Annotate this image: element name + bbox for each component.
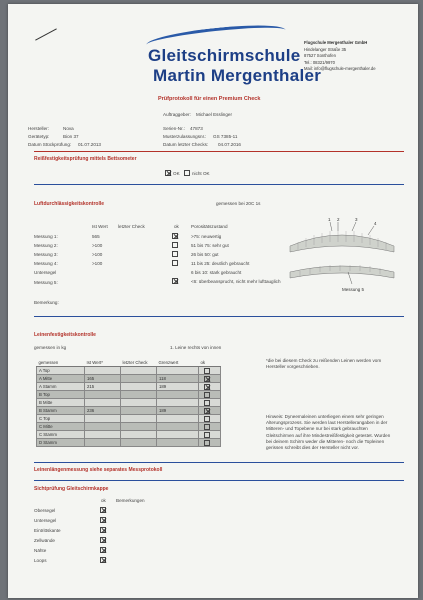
company-address: [304, 40, 376, 73]
messung-label: Messung 1:: [34, 234, 58, 239]
divider: [34, 151, 404, 152]
leinen-table: [36, 359, 221, 447]
line-name: C Stamm: [37, 431, 85, 439]
diagram-number: 3: [355, 217, 358, 222]
nicht-ok-label: nicht OK: [192, 171, 210, 176]
table-row: [37, 423, 221, 431]
line-name: C Mitte: [37, 423, 85, 431]
geraetetyp-label: Gerätetyp:: [28, 134, 50, 139]
ok-checkbox[interactable]: [172, 278, 178, 284]
logo-line-1: Gleitschirmschule: [148, 46, 301, 65]
leinen-unit-note: gemessen in kg: [34, 345, 67, 350]
ok-checkbox[interactable]: [204, 416, 210, 422]
messung-label: Messung 2:: [34, 243, 58, 248]
porosity-item: >75: neuwertig: [191, 234, 222, 239]
messung-value: >100: [92, 243, 103, 248]
leinen-note-2: Hinweis: Dyneemaleinen unterliegen einem sehr geringen Alterungsprozess. Sie werden laut Herstellerangaben in der Mitteren- und Topebene nur bei stark gebrauchten Gleitschirmen auf ihre Mindestreißfestigkeit getestet. Wurden bei deinem Schirm weder die Mitteren- noch die Topleinen gerissen schreibt dies der Hersteller nicht vor.: [266, 414, 391, 451]
ist-value: [85, 431, 121, 439]
sicht-item: Nähte: [34, 548, 47, 553]
header-cell: ok: [199, 359, 221, 367]
ok-checkbox[interactable]: [204, 432, 210, 438]
line-name: C Top: [37, 415, 85, 423]
reissfest-title: Reißfestigkeitsprüfung mittels Bettsometer: [34, 156, 137, 162]
divider: [34, 480, 404, 481]
grenz-value: [157, 423, 199, 431]
table-row: [37, 383, 221, 391]
porosity-item: 26 bis 50: gut: [191, 252, 219, 257]
hersteller-value: Nova: [63, 126, 74, 131]
page-title: Prüfprotokoll für einen Premium Check: [158, 96, 261, 102]
messung-label: Messung 4:: [34, 261, 58, 266]
bemerkung-label: Bemerkung:: [34, 300, 59, 305]
diagram-number: 2: [337, 217, 340, 222]
col-letzter: letzter Check: [118, 224, 145, 229]
datum-stueck-label: Datum Stückprüfung:: [28, 142, 72, 147]
grenz-value: [157, 399, 199, 407]
datum-check-label: Datum letzter Checks:: [163, 142, 209, 147]
ist-value: 165: [85, 375, 121, 383]
sicht-item: Zellwände: [34, 538, 55, 543]
ok-checkbox[interactable]: [204, 376, 210, 382]
ok-checkbox[interactable]: [100, 517, 106, 523]
line-name: A Top: [37, 367, 85, 375]
header-cell: Ist Wert*: [85, 359, 121, 367]
grenz-value: 118: [157, 375, 199, 383]
leinen-title: Leinenfestigkeitskontrolle: [34, 332, 96, 338]
geraetetyp-value: Bion 37: [63, 134, 79, 139]
grenz-value: [157, 431, 199, 439]
address-line: Tel.: 08321/9970: [304, 59, 335, 65]
messung-label: Messung 5:: [34, 280, 58, 285]
ok-checkbox[interactable]: [165, 170, 171, 176]
hersteller-label: Hersteller:: [28, 126, 49, 131]
messung-value: 565: [92, 234, 100, 239]
porosity-item: 11 bis 25: deutlich gebraucht: [191, 261, 250, 266]
header-cell: Grenzwert: [157, 359, 199, 367]
grenz-value: [157, 439, 199, 447]
muster-value: GS 7385-11: [213, 134, 238, 139]
messung-value: >100: [92, 252, 103, 257]
ok-checkbox[interactable]: [100, 527, 106, 533]
ist-value: 215: [85, 383, 121, 391]
grenz-value: [157, 367, 199, 375]
ok-checkbox[interactable]: [172, 242, 178, 248]
seriennr-label: Serien-Nr.:: [163, 126, 185, 131]
sicht-item: Loops: [34, 558, 47, 563]
ok-checkbox[interactable]: [172, 260, 178, 266]
messung-value: >100: [92, 261, 103, 266]
col-porosity: Porositätszustand: [191, 224, 228, 229]
sicht-col-bemerkungen: Bemerkungen: [116, 498, 145, 503]
address-line: 87527 Sonthofen: [304, 53, 336, 59]
ok-checkbox[interactable]: [204, 392, 210, 398]
line-name: B Mitte: [37, 399, 85, 407]
ist-value: [85, 367, 121, 375]
ist-value: [85, 423, 121, 431]
ok-checkbox[interactable]: [204, 424, 210, 430]
table-row: [37, 431, 221, 439]
table-row: [37, 367, 221, 375]
line-name: A Stamm: [37, 383, 85, 391]
luft-note: gemessen bei 20C 1s: [216, 201, 261, 206]
ok-checkbox[interactable]: [204, 408, 210, 414]
ok-checkbox[interactable]: [172, 233, 178, 239]
divider: [34, 184, 404, 185]
auftraggeber-value: Michael Esslinger: [196, 112, 232, 117]
ist-value: 236: [85, 407, 121, 415]
grenz-value: [157, 391, 199, 399]
header-cell: gemessen: [37, 359, 85, 367]
untersegel-label: Untersegel: [34, 270, 57, 275]
address-line: Mail: info@flugschule-mergenthaler.de: [304, 66, 376, 72]
line-name: B Top: [37, 391, 85, 399]
grenz-value: [157, 415, 199, 423]
diagram-label: Messung 5: [342, 287, 365, 292]
sicht-item: Eintrittskante: [34, 528, 61, 533]
messung-label: Messung 3:: [34, 252, 58, 257]
ok-checkbox[interactable]: [172, 251, 178, 257]
ok-checkbox[interactable]: [100, 557, 106, 563]
col-ok: ok: [174, 224, 179, 229]
porosity-item: 6 bis 10: stark gebraucht: [191, 270, 242, 275]
line-name: D Stamm: [37, 439, 85, 447]
table-row: [37, 399, 221, 407]
col-ist: Ist Wert: [92, 224, 108, 229]
ok-checkbox[interactable]: [100, 537, 106, 543]
luft-title: Luftdurchlässigkeitskontrolle: [34, 201, 105, 207]
logo-line-2: Martin Mergenthaler: [153, 66, 322, 85]
sicht-item: Obersegel: [34, 508, 56, 513]
header-cell: letzter Check: [121, 359, 157, 367]
ist-value: [85, 391, 121, 399]
nicht-ok-checkbox[interactable]: [184, 170, 190, 176]
ist-value: [85, 439, 121, 447]
table-row: [37, 407, 221, 415]
muster-label: Musterzulassungsnr.:: [163, 134, 207, 139]
ok-checkbox[interactable]: [100, 547, 106, 553]
diagram-number: 4: [374, 221, 377, 226]
document-page: [8, 4, 418, 598]
leinenlaenge-title: Leinenlängenmessung siehe separates Messprotokoll: [34, 467, 163, 473]
line-name: A Mitte: [37, 375, 85, 383]
porosity-item: 51 bis 75: sehr gut: [191, 243, 229, 248]
grenz-value: 189: [157, 407, 199, 415]
table-row: [37, 375, 221, 383]
sicht-item: Untersegel: [34, 518, 57, 523]
table-row: [37, 415, 221, 423]
divider: [34, 462, 404, 463]
divider: [34, 316, 404, 317]
ist-value: [85, 399, 121, 407]
sicht-col-ok: ok: [101, 498, 106, 503]
diagram-number: 1: [328, 217, 331, 222]
ok-checkbox[interactable]: [204, 368, 210, 374]
leinen-instruction: 1. Leine rechts von innen: [170, 345, 222, 350]
porosity-item: <6: überbeansprucht, nicht mehr lufttauglich: [191, 279, 281, 284]
auftraggeber-label: Auftraggeber:: [163, 112, 191, 117]
table-row: [37, 391, 221, 399]
grenz-value: 189: [157, 383, 199, 391]
ok-checkbox[interactable]: [204, 400, 210, 406]
datum-stueck-value: 01.07.2013: [78, 142, 101, 147]
ok-checkbox[interactable]: [204, 440, 210, 446]
line-name: B Stamm: [37, 407, 85, 415]
table-row: [37, 439, 221, 447]
pen-mark: [35, 28, 57, 40]
ok-checkbox[interactable]: [204, 384, 210, 390]
leinen-note-1: *die bei diesem Check zu reißenden Leinen werden vom Hersteller vorgeschrieben.: [266, 358, 382, 370]
datum-check-value: 04.07.2016: [218, 142, 241, 147]
address-line: Hindelanger Straße 35: [304, 46, 347, 52]
table-header: [37, 359, 221, 367]
wing-diagram: [286, 216, 398, 296]
address-line: Flugschule Mergenthaler GmbH: [304, 40, 368, 45]
seriennr-value: 47873: [190, 126, 203, 131]
sicht-title: Sichtprüfung Gleitschirmkappe: [34, 486, 109, 492]
ok-checkbox[interactable]: [100, 507, 106, 513]
ok-label: OK: [173, 171, 180, 176]
ist-value: [85, 415, 121, 423]
